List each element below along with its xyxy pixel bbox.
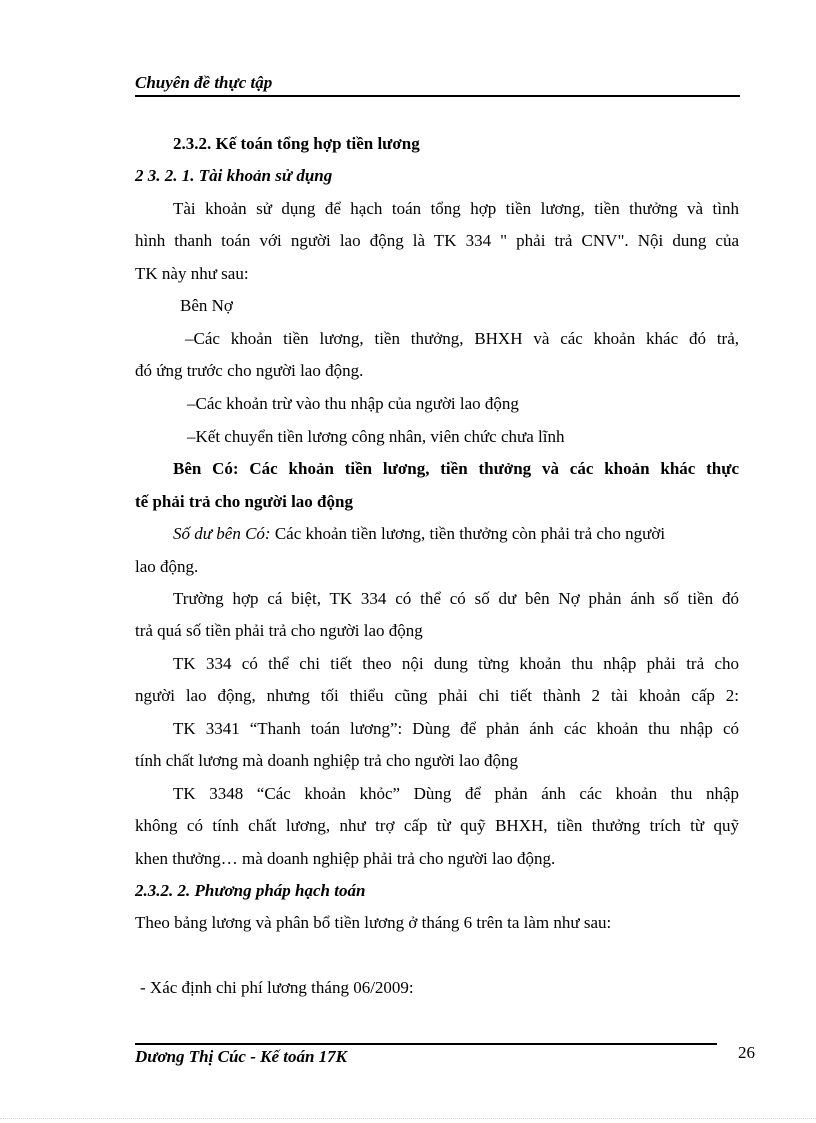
page-number: 26: [738, 1043, 755, 1062]
paragraph-5-line-1: TK 3348 “Các khoản khỏc” Dùng để phản ánh các khoản thu nhập: [173, 784, 739, 803]
paragraph-3-line-1: TK 334 có thể chi tiết theo nội dung từng khoản thu nhập phải trả cho: [173, 654, 739, 673]
paragraph-1-line-3: TK này như sau:: [135, 264, 249, 283]
paragraph-5-line-3: khen thưởng… mà doanh nghiệp phải trả cho người lao động.: [135, 849, 556, 868]
paragraph-3-line-2: người lao động, nhưng tối thiểu cũng phải chi tiết thành 2 tài khoản cấp 2:: [135, 686, 739, 705]
ben-no-label: Bên Nợ: [180, 296, 233, 315]
page-bottom-dotted-edge: [0, 1118, 816, 1119]
paragraph-5-line-2: không có tính chất lương, như trợ cấp từ quỹ BHXH, tiền thưởng trích từ quỹ: [135, 816, 739, 835]
running-header-title: Chuyên đề thực tập: [135, 73, 273, 92]
so-du-text: Các khoản tiền lương, tiền thưởng còn phải trả cho người: [270, 524, 666, 543]
so-du-line-1: [173, 524, 777, 544]
section-heading: 2.3.2. Kế toán tổng hợp tiền lương: [173, 134, 420, 153]
paragraph-4-line-2: tính chất lương mà doanh nghiệp trả cho người lao động: [135, 751, 518, 770]
subsection-heading-2: 2.3.2. 2. Phương pháp hạch toán: [135, 881, 366, 900]
paragraph-4-line-1: TK 3341 “Thanh toán lương”: Dùng để phản ánh các khoản thu nhập có: [173, 719, 739, 738]
footer-author: Dương Thị Cúc - Kế toán 17K: [135, 1047, 348, 1066]
paragraph-1-line-1: Tài khoản sử dụng để hạch toán tổng hợp tiền lương, tiền thưởng và tình: [173, 199, 739, 218]
so-du-line-2: lao động.: [135, 557, 199, 576]
debit-item-2: –Các khoản trừ vào thu nhập của người lao động: [187, 394, 519, 413]
paragraph-6: Theo bảng lương và phân bổ tiền lương ở tháng 6 trên ta làm như sau:: [135, 913, 612, 932]
footer-divider: [135, 1043, 717, 1045]
header-divider: [135, 95, 740, 97]
paragraph-7: - Xác định chi phí lương tháng 06/2009:: [140, 978, 414, 997]
ben-co-line-2: tế phải trả cho người lao động: [135, 492, 353, 511]
subsection-heading-1: 2 3. 2. 1. Tài khoản sử dụng: [135, 166, 333, 185]
paragraph-2-line-1: Trường hợp cá biệt, TK 334 có thể có số dư bên Nợ phản ánh số tiền đó: [173, 589, 739, 608]
debit-item-3: –Kết chuyển tiền lương công nhân, viên chức chưa lĩnh: [187, 427, 565, 446]
paragraph-2-line-2: trả quá số tiền phải trả cho người lao động: [135, 621, 423, 640]
paragraph-1-line-2: hình thanh toán với người lao động là TK 334 " phải trả CNV". Nội dung của: [135, 231, 739, 250]
ben-co-line-1: Bên Có: Các khoản tiền lương, tiền thưởng và các khoản khác thực: [173, 459, 739, 478]
debit-item-1-line-1: –Các khoản tiền lương, tiền thưởng, BHXH và các khoản khác đó trả,: [185, 329, 739, 348]
debit-item-1-line-2: đó ứng trước cho người lao động.: [135, 361, 364, 380]
so-du-label: Số dư bên Có:: [173, 524, 271, 543]
